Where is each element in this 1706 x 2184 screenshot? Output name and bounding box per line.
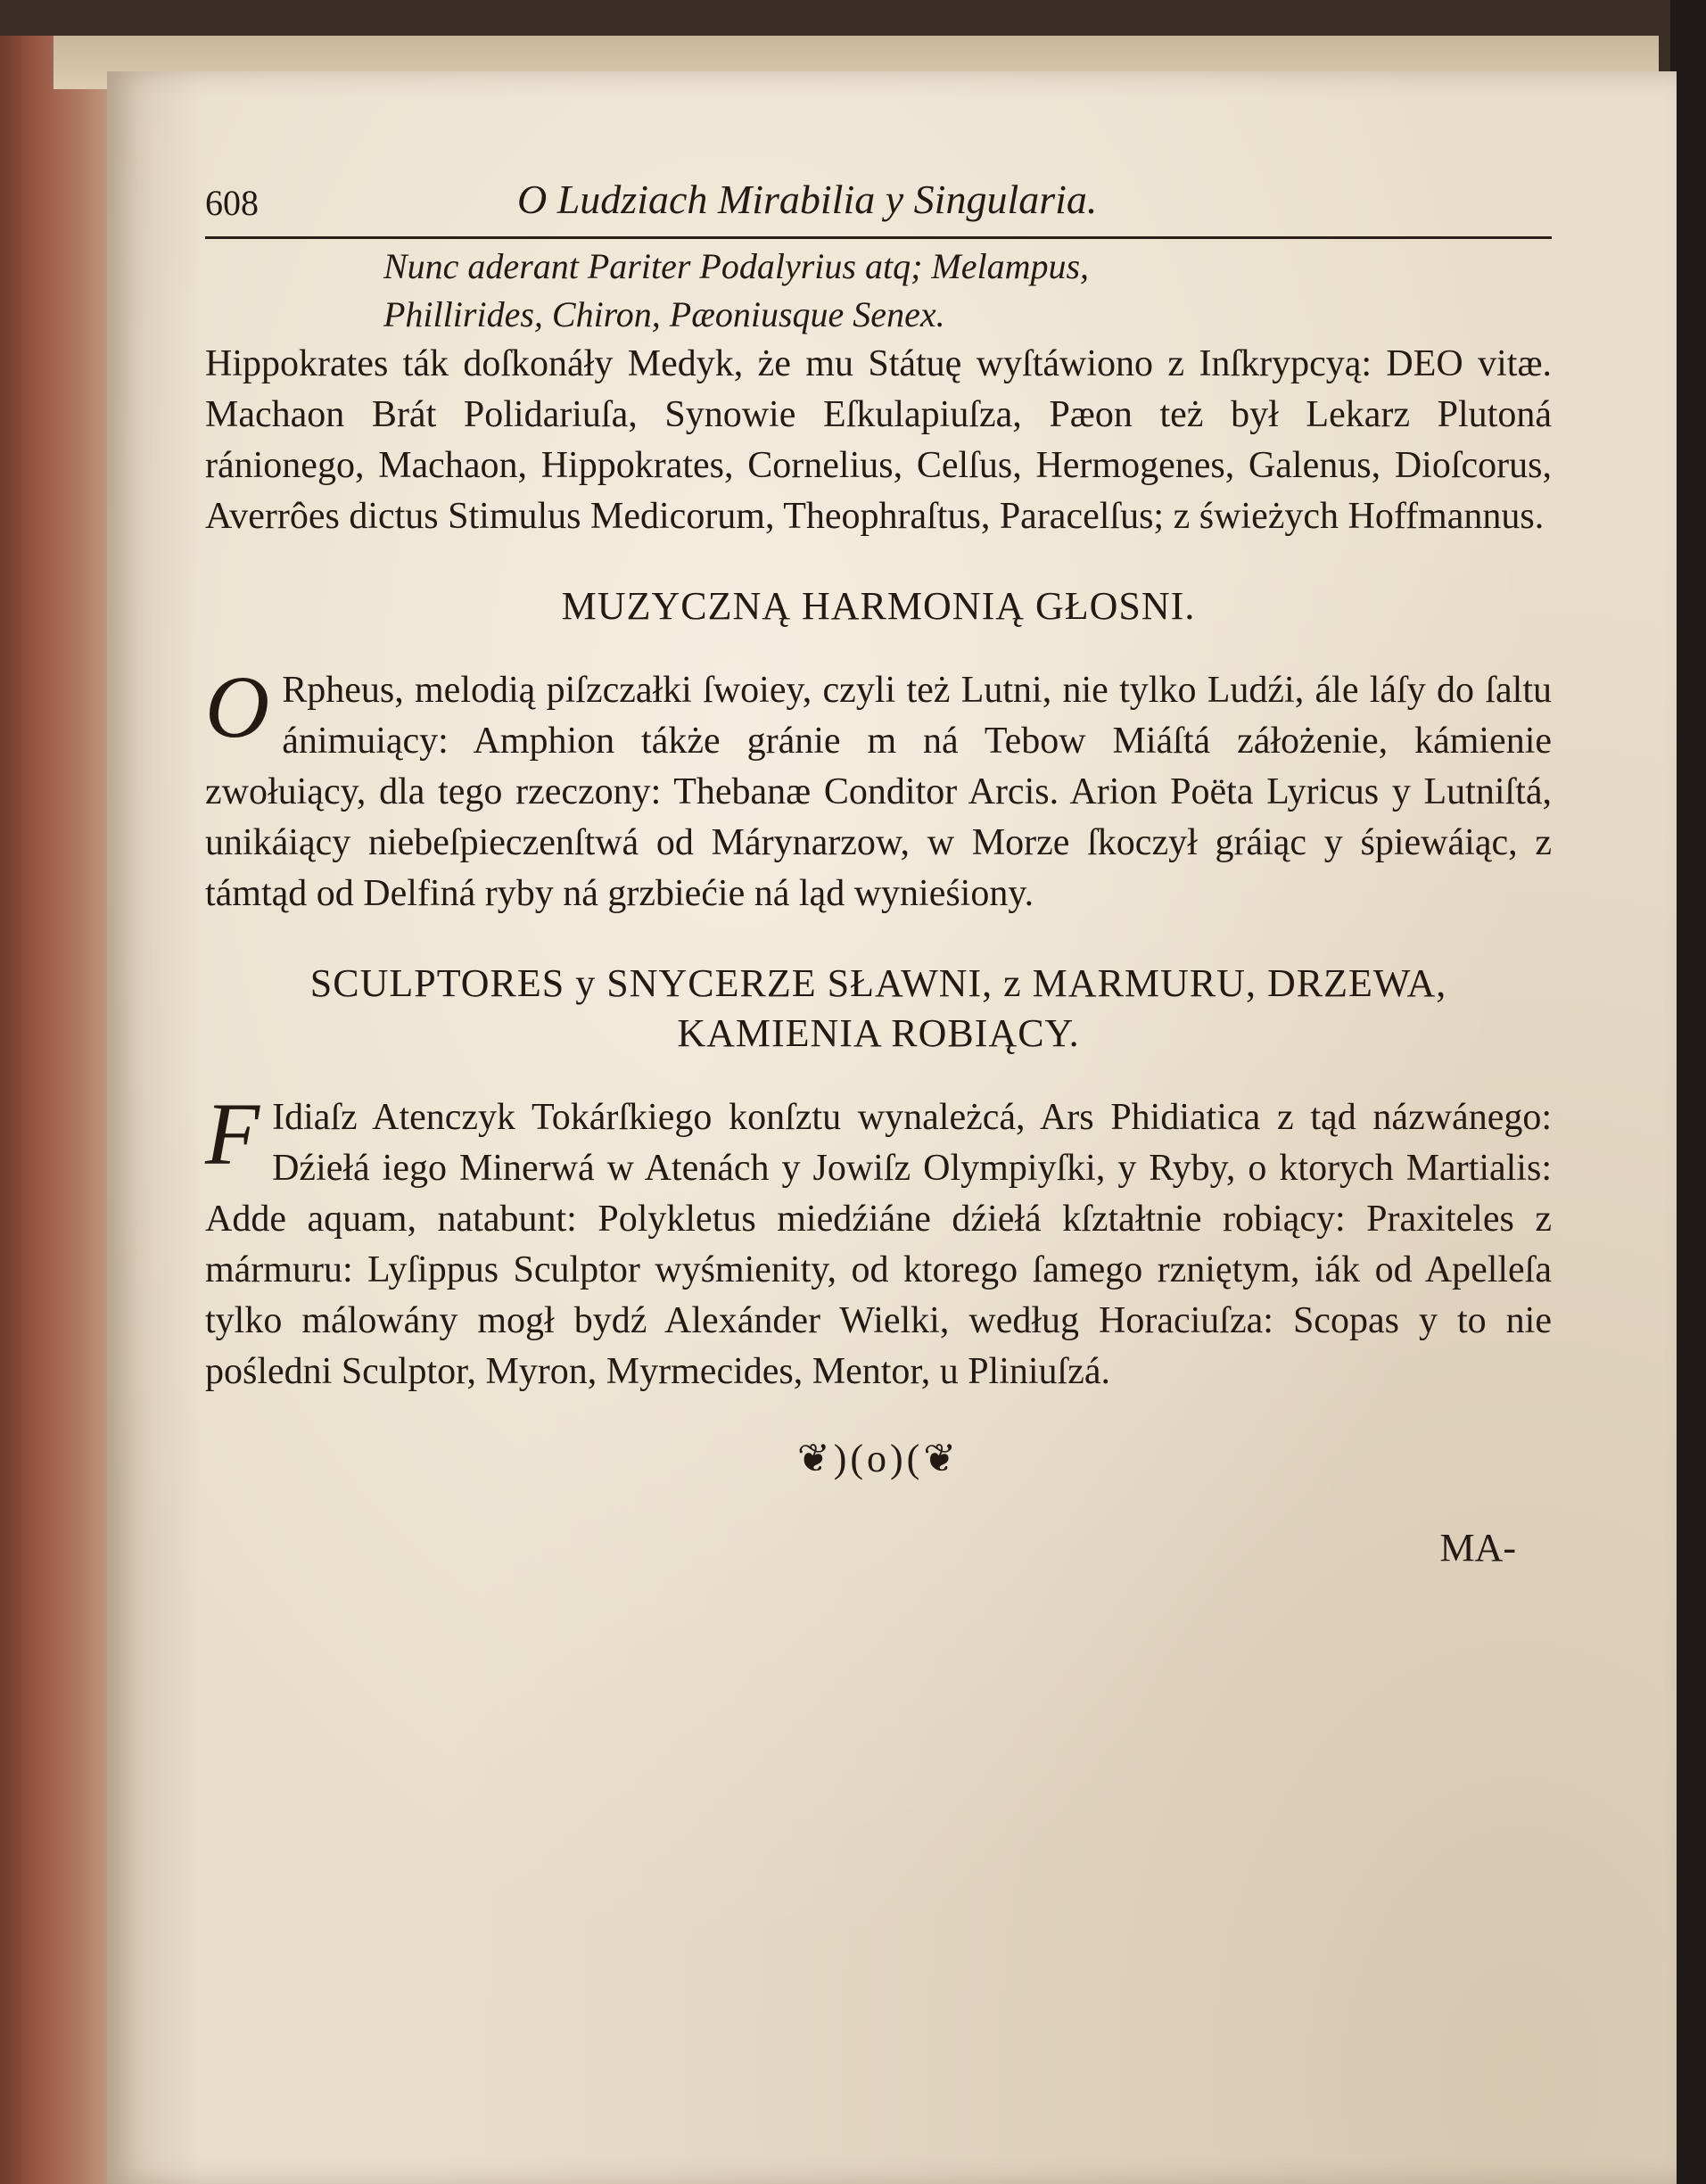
- printers-ornament: ❦)(o)(❦: [796, 1437, 960, 1480]
- paragraph-sculptors-text: Idiaſz Atenczyk Tokárſkiego konſztu wynależcá, Ars Phidiatica z tąd názwánego: Dźiełá iego Minerwá w Atenách y Jowiſz Olympiyſki, y Ryby, o ktorych Martialis: Adde aquam, natabunt: Polykletus miedźiáne dźiełá kſztałtnie robiący: Praxiteles z mármuru: Lyſippus Sculptor wyśmienity, od ktorego ſamego rzniętym, iák od Apelleſa tylko málowány mogł bydź Alexánder Wielki, według Horaciuſza: Scopas y to nie pośledni Sculptor, Myron, Myrmecides, Mentor, u Pliniuſzá.: [205, 1097, 1552, 1392]
- paragraph-music: [205, 657, 1552, 919]
- drop-capital: F: [205, 1084, 260, 1183]
- running-title: O Ludziach Mirabilia y Singularia.: [517, 177, 1098, 222]
- verse-quote: [205, 243, 1552, 339]
- page-text: [205, 174, 1552, 1570]
- section-heading-music: MUZYCZNĄ HARMONIĄ GŁOSNI.: [561, 584, 1196, 628]
- section-heading-sculptors: SCULPTORES y SNYCERZE SŁAWNI, z MARMURU, DRZEWA, KAMIENIA ROBIĄCY.: [309, 961, 1447, 1055]
- page-number: 608: [205, 183, 259, 223]
- catchword: MA-: [1439, 1526, 1516, 1570]
- paragraph-sculptors: [205, 1084, 1552, 1397]
- running-header: [205, 174, 1552, 239]
- paragraph-physicians: Hippokrates ták doſkonáły Medyk, że mu Státuę wyſtáwiono z Inſkrypcyą: DEO vitæ. Machaon Brát Polidariuſa, Synowie Eſkulapiuſza, Pæon też był Lekarz Plutoná ránionego, Machaon, Hippokrates, Cornelius, Celſus, Hermogenes, Galenus, Dioſcorus, Averrôes dictus Stimulus Medicorum, Theophraſtus, Paracelſus; z świeżych Hoffmannus.: [205, 343, 1552, 537]
- verse-line: Phillirides, Chiron, Pæoniusque Senex.: [383, 294, 945, 334]
- drop-capital: O: [205, 657, 270, 756]
- verse-line: Nunc aderant Pariter Podalyrius atq; Melampus,: [383, 246, 1090, 286]
- paragraph-music-text: Rpheus, melodią piſzczałki ſwoiey, czyli też Lutni, nie tylko Ludźi, ále láſy do ſaltu ánimuiący: Amphion tákże gránie m ná Tebow Miáſtá záłożenie, kámienie zwołuiący, dla tego rzeczony: Thebanæ Conditor Arcis. Arion Poëta Lyricus y Lutniſtá, unikáiący niebeſpieczenſtwá od Márynarzow, w Morze ſkoczył gráiąc y śpiewáiąc, z támtąd od Delfiná ryby ná grzbiećie ná ląd wynieśiony.: [205, 670, 1552, 914]
